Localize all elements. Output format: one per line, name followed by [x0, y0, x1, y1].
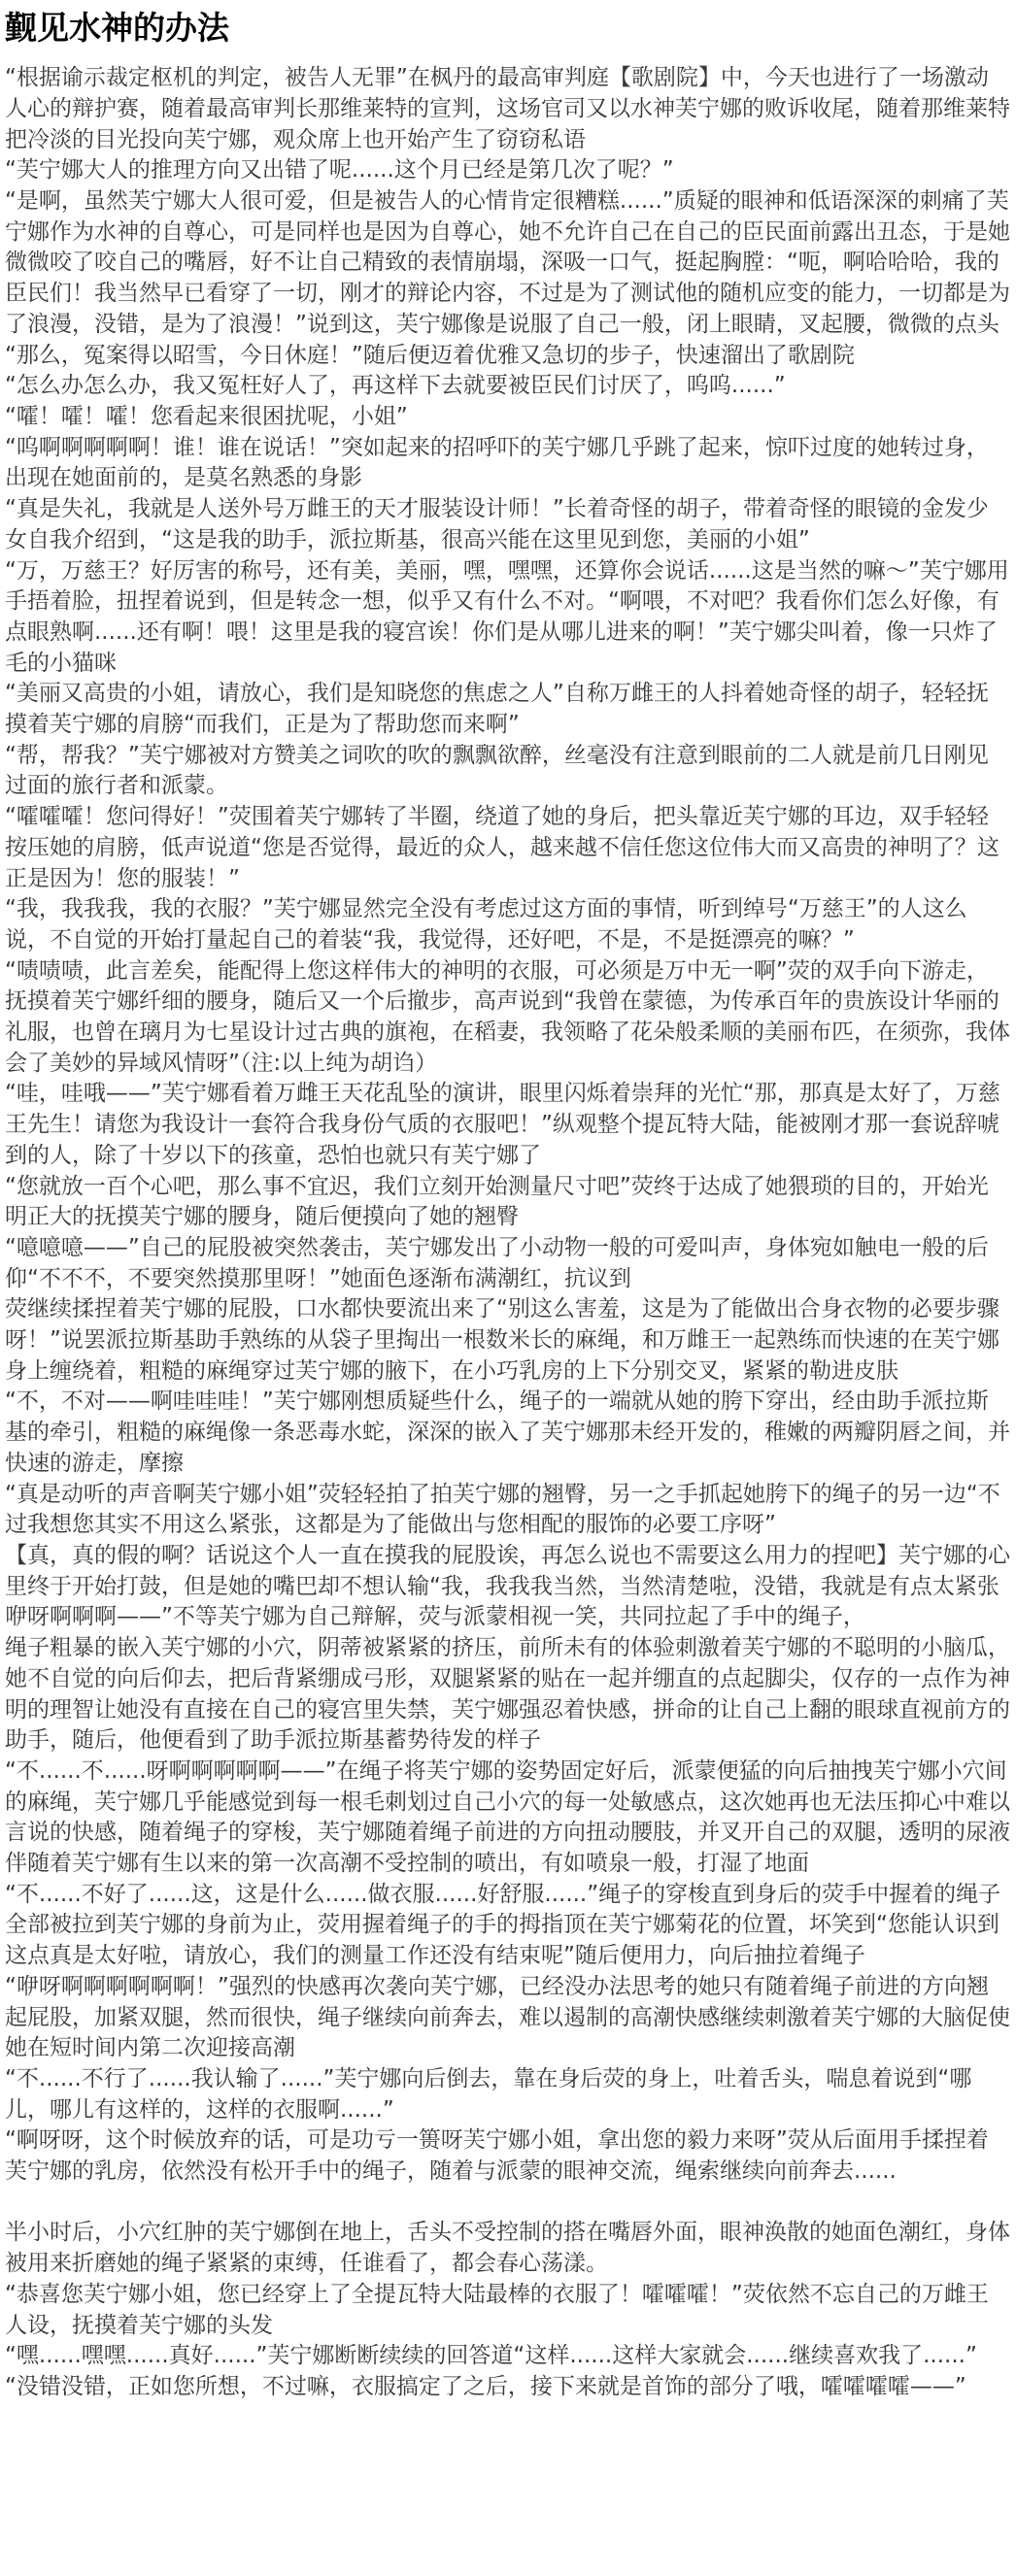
story-paragraph: “啊呀呀，这个时候放弃的话，可是功亏一篑呀芙宁娜小姐，拿出您的毅力来呀”荧从后面用手揉捏着芙宁娜的乳房，依然没有松开手中的绳子，随着与派蒙的眼神交流，绳索继续向前奔去......	[5, 2127, 989, 2185]
story-paragraph: “不......不行了......我认输了......”芙宁娜向后倒去，靠在身后荧的身上，吐着舌头，喘息着说到“哪儿，哪儿有这样的，这样的衣服啊......”	[5, 2065, 972, 2123]
story-paragraph: “不......不......呀啊啊啊啊啊——”在绳子将芙宁娜的姿势固定好后，派蒙便猛的向后抽拽芙宁娜小穴间的麻绳，芙宁娜几乎能感觉到每一根毛刺划过自己小穴的每一处敏感点，这次她再也无法压抑心中难以言说的快感，随着绳子的穿梭，芙宁娜随着绳子前进的方向扭动腰肢，并叉开自己的双腿，透明的尿液伴随着芙宁娜有生以来的第一次高潮不受控制的喷出，有如喷泉一般，打湿了地面	[5, 1757, 1010, 1877]
story-paragraph: “真是失礼，我就是人送外号万雌王的天才服装设计师！”长着奇怪的胡子，带着奇怪的眼镜的金发少女自我介绍到，“这是我的助手，派拉斯基，很高兴能在这里见到您，美丽的小姐”	[5, 496, 989, 552]
story-paragraph: “嚯！嚯！嚯！您看起来很困扰呢，小姐”	[5, 403, 408, 429]
story-paragraph: “不，不对——啊哇哇哇！”芙宁娜刚想质疑些什么，绳子的一端就从她的胯下穿出，经由助手派拉斯基的牵引，粗糙的麻绳像一条恶毒水蛇，深深的嵌入了芙宁娜那未经开发的，稚嫩的两瓣阴唇之间，并快速的游走，摩擦	[5, 1388, 1010, 1476]
story-paragraph: “帮，帮我？”芙宁娜被对方赞美之词吹的吹的飘飘欲醉，丝毫没有注意到眼前的二人就是前几日刚见过面的旅行者和派蒙。	[5, 742, 989, 799]
story-paragraph: “没错没错，正如您所想，不过嘛，衣服搞定了之后，接下来就是首饰的部分了哦，嚯嚯嚯嚯——”	[5, 2373, 966, 2399]
story-paragraph: “嚯嚯嚯！您问得好！”荧围着芙宁娜转了半圈，绕道了她的身后，把头靠近芙宁娜的耳边，双手轻轻按压她的肩膀，低声说道“您是否觉得，最近的众人，越来越不信任您这位伟大而又高贵的神明了？这正是因为！您的服装！”	[5, 804, 999, 891]
story-paragraph: “噫噫噫——”自己的屁股被突然袭击，芙宁娜发出了小动物一般的可爱叫声，身体宛如触电一般的后仰“不不不，不要突然摸那里呀！”她面色逐渐布满潮红，抗议到	[5, 1234, 989, 1291]
story-paragraph: 绳子粗暴的嵌入芙宁娜的小穴，阴蒂被紧紧的挤压，前所未有的体验刺激着芙宁娜的不聪明的小脑瓜，她不自觉的向后仰去，把后背紧绷成弓形，双腿紧紧的贴在一起并绷直的点起脚尖，仅存的一点作为神明的理智让她没有直接在自己的寝宫里失禁，芙宁娜强忍着快感，拼命的让自己上翻的眼球直视前方的助手，随后，他便看到了助手派拉斯基蓄势待发的样子	[5, 1635, 1010, 1754]
story-paragraph: “您就放一百个心吧，那么事不宜迟，我们立刻开始测量尺寸吧”荧终于达成了她猥琐的目的，开始光明正大的抚摸芙宁娜的腰身，随后便摸向了她的翘臀	[5, 1173, 989, 1230]
story-paragraph: “怎么办怎么办，我又冤枉好人了，再这样下去就要被臣民们讨厌了，呜呜......”	[5, 373, 786, 399]
story-paragraph: “不......不好了......这，这是什么......做衣服......好舒服......”绳子的穿梭直到身后的荧手中握着的绳子全部被拉到芙宁娜的身前为止，荧用握着绳子的手的拇指顶在芙宁娜菊花的位置，坏笑到“您能认识到这点真是太好啦，请放心，我们的测量工作还没有结束呢”随后便用力，向后抽拉着绳子	[5, 1881, 1001, 1969]
story-paragraph: “呜啊啊啊啊啊！谁！谁在说话！”突如起来的招呼吓的芙宁娜几乎跳了起来，惊吓过度的她转过身，出现在她面前的，是莫名熟悉的身影	[5, 434, 989, 491]
page-title: 觐见水神的办法	[5, 9, 229, 47]
story-paragraph: “我，我我我，我的衣服？”芙宁娜显然完全没有考虑过这方面的事情，听到绰号“万慈王”的人这么说，不自觉的开始打量起自己的着装“我，我觉得，还好吧，不是，不是挺漂亮的嘛？”	[5, 896, 967, 953]
story-paragraph: “咿呀啊啊啊啊啊啊！”强烈的快感再次袭向芙宁娜，已经没办法思考的她只有随着绳子前进的方向翘起屁股，加紧双腿，然而很快，绳子继续向前奔去，难以遏制的高潮快感继续刺激着芙宁娜的大脑促使她在短时间内第二次迎接高潮	[5, 1973, 1010, 2061]
story-paragraph-blank	[5, 2188, 1010, 2219]
story-paragraph: “芙宁娜大人的推理方向又出错了呢......这个月已经是第几次了呢？”	[5, 157, 674, 184]
story-paragraph: “是啊，虽然芙宁娜大人很可爱，但是被告人的心情肯定很糟糕......”质疑的眼神和低语深深的刺痛了芙宁娜作为水神的自尊心，可是同样也是因为自尊心，她不允许自己在自己的臣民面前露出丑态，于是她微微咬了咬自己的嘴唇，好不让自己精致的表情崩塌，深吸一口气，挺起胸膛：“呃，啊哈哈哈，我的臣民们！我当然早已看穿了一切，刚才的辩论内容，不过是为了测试他的随机应变的能力，一切都是为了浪漫，没错，是为了浪漫！”说到这，芙宁娜像是说服了自己一般，闭上眼睛，叉起腰，微微的点头“那么，冤案得以昭雪，今日休庭！”随后便迈着优雅又急切的步子，快速溜出了歌剧院	[5, 188, 1010, 368]
story-paragraph: 【真，真的假的啊？话说这个人一直在摸我的屁股诶，再怎么说也不需要这么用力的捏吧】芙宁娜的心里终于开始打鼓，但是她的嘴巴却不想认输“我，我我我当然，当然清楚啦，没错，我就是有点太紧张咿呀啊啊啊——”不等芙宁娜为自己辩解，荧与派蒙相视一笑，共同拉起了手中的绳子，	[5, 1543, 1010, 1630]
story-paragraph: “美丽又高贵的小姐，请放心，我们是知晓您的焦虑之人”自称万雌王的人抖着她奇怪的胡子，轻轻抚摸着芙宁娜的肩膀“而我们，正是为了帮助您而来啊”	[5, 681, 989, 738]
story-paragraph: “恭喜您芙宁娜小姐，您已经穿上了全提瓦特大陆最棒的衣服了！嚯嚯嚯！”荧依然不忘自己的万雌王人设，抚摸着芙宁娜的头发	[5, 2281, 989, 2338]
story-paragraph: 半小时后，小穴红肿的芙宁娜倒在地上，舌头不受控制的搭在嘴唇外面，眼神涣散的她面色潮红，身体被用来折磨她的绳子紧紧的束缚，任谁看了，都会春心荡漾。	[5, 2220, 1010, 2277]
story-paragraph: “万，万慈王？好厉害的称号，还有美，美丽，嘿，嘿嘿，还算你会说话......这是当然的嘛～”芙宁娜用手捂着脸，扭捏着说到，但是转念一想，似乎又有什么不对。“啊喂，不对吧？我看你们怎么好像，有点眼熟啊......还有啊！喂！这里是我的寝宫诶！你们是从哪儿进来的啊！”芙宁娜尖叫着，像一只炸了毛的小猫咪	[5, 557, 1009, 676]
story-paragraph: “根据谕示裁定枢机的判定，被告人无罪”在枫丹的最高审判庭【歌剧院】中，今天也进行了一场激动人心的辩护赛，随着最高审判长那维莱特的宣判，这场官司又以水神芙宁娜的败诉收尾，随着那维莱特把冷淡的目光投向芙宁娜，观众席上也开始产生了窃窃私语	[5, 65, 1010, 152]
story-paragraph: “哇，哇哦——”芙宁娜看着万雌王天花乱坠的演讲，眼里闪烁着崇拜的光忙“那，那真是太好了，万慈王先生！请您为我设计一套符合我身份气质的衣服吧！”纵观整个提瓦特大陆，能被刚才那一套说辞唬到的人，除了十岁以下的孩童，恐怕也就只有芙宁娜了	[5, 1081, 1000, 1168]
story-paragraph: 荧继续揉捏着芙宁娜的屁股，口水都快要流出来了“别这么害羞，这是为了能做出合身衣物的必要步骤呀！”说罢派拉斯基助手熟练的从袋子里掏出一根数米长的麻绳，和万雌王一起熟练而快速的在芙宁娜身上缠绕着，粗糙的麻绳穿过芙宁娜的腋下，在小巧乳房的上下分别交叉，紧紧的勒进皮肤	[5, 1296, 999, 1384]
story-paragraph: “嘿......嘿嘿......真好......”芙宁娜断断续续的回答道“这样......这样大家就会......继续喜欢我了......”	[5, 2343, 977, 2369]
story-paragraph: “真是动听的声音啊芙宁娜小姐”荧轻轻拍了拍芙宁娜的翘臀，另一之手抓起她胯下的绳子的另一边“不过我想您其实不用这么紧张，这都是为了能做出与您相配的服饰的必要工序呀”	[5, 1481, 1000, 1538]
story-paragraph: “啧啧啧，此言差矣，能配得上您这样伟大的神明的衣服，可必须是万中无一啊”荧的双手向下游走，抚摸着芙宁娜纤细的腰身，随后又一个后撤步，高声说到“我曾在蒙德，为传承百年的贵族设计华丽的礼服，也曾在璃月为七星设计过古典的旗袍，在稻妻，我领略了花朵般柔顺的美丽布匹，在须弥，我体会了美妙的异域风情呀”（注:以上纯为胡诌）	[5, 957, 1010, 1076]
